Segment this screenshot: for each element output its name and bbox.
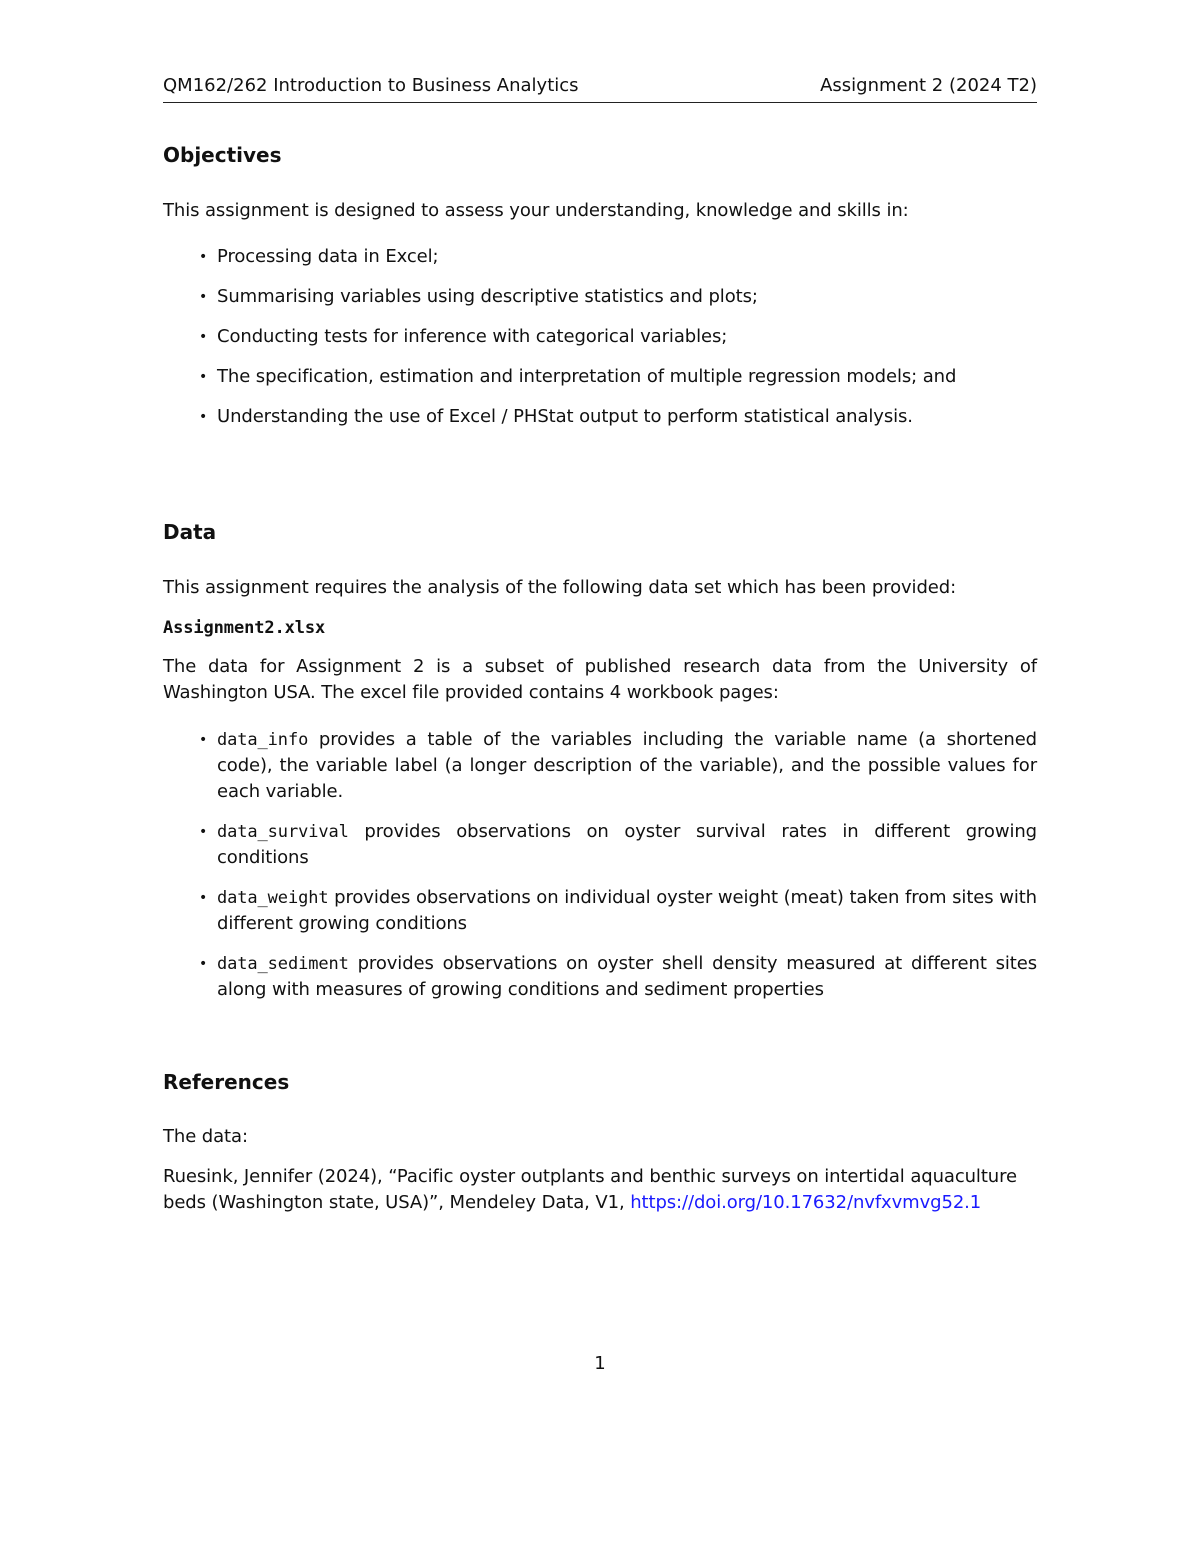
sheet-name: data_weight: [217, 888, 329, 908]
data-section: [163, 575, 1037, 601]
data-description: The data for Assignment 2 is a subset of published research data from the University of Washington USA. The excel file provided contains 4 workbook pages:: [163, 656, 1037, 703]
document-page: [163, 0, 1037, 1553]
objectives-section: [163, 198, 1037, 224]
bullet-icon: •: [199, 732, 208, 748]
bullet-icon: •: [199, 329, 208, 345]
sheet-name: data_survival: [217, 822, 349, 842]
doi-link[interactable]: https://doi.org/10.17632/nvfxvmvg52.1: [630, 1192, 982, 1213]
page-number: 1: [594, 1353, 606, 1374]
header-course-title: QM162/262 Introduction to Business Analytics: [163, 75, 579, 96]
citation: [163, 1164, 1037, 1216]
citation-text: Ruesink, Jennifer (2024), “Pacific oyster outplants and benthic surveys on intertidal aquaculture beds (Washington state, USA)”, Mendeley Data, V1,: [163, 1166, 1017, 1213]
running-header: [163, 74, 1037, 103]
objective-text: Conducting tests for inference with categorical variables;: [217, 326, 728, 347]
list-item: [163, 364, 1037, 404]
references-heading: References: [163, 1070, 290, 1094]
list-item: [163, 244, 1037, 284]
bullet-icon: •: [199, 824, 208, 840]
objectives-intro: This assignment is designed to assess your understanding, knowledge and skills in:: [163, 200, 909, 221]
data-intro: This assignment requires the analysis of the following data set which has been provided:: [163, 577, 957, 598]
objective-text: The specification, estimation and interpretation of multiple regression models; and: [217, 366, 957, 387]
objective-text: Summarising variables using descriptive statistics and plots;: [217, 286, 758, 307]
list-item: [163, 727, 1037, 805]
bullet-icon: •: [199, 289, 208, 305]
filename-block: [163, 615, 1037, 641]
sheet-description: provides observations on individual oyster weight (meat) taken from sites with different growing conditions: [217, 887, 1037, 934]
bullet-icon: •: [199, 956, 208, 972]
data-heading: Data: [163, 520, 217, 544]
bullet-icon: •: [199, 409, 208, 425]
sheet-description: provides observations on oyster shell density measured at different sites along with measures of growing conditions and sediment properties: [217, 953, 1037, 1000]
list-item: [163, 324, 1037, 364]
data-description-block: [163, 654, 1037, 706]
header-assignment-label: Assignment 2 (2024 T2): [820, 75, 1037, 96]
objectives-list: [163, 244, 1037, 444]
objectives-heading: Objectives: [163, 143, 282, 167]
sheet-description: provides a table of the variables including the variable name (a shortened code), the variable label (a longer description of the variable), and the possible values for each variable.: [217, 729, 1037, 802]
list-item: [163, 819, 1037, 871]
list-item: [163, 284, 1037, 324]
bullet-icon: •: [199, 369, 208, 385]
sheets-list-container: [163, 727, 1037, 1017]
bullet-icon: •: [199, 890, 208, 906]
references-section: [163, 1124, 1037, 1150]
sheet-description: provides observations on oyster survival rates in different growing conditions: [217, 821, 1037, 868]
list-item: [163, 885, 1037, 937]
objective-text: Understanding the use of Excel / PHStat output to perform statistical analysis.: [217, 406, 913, 427]
data-filename: Assignment2.xlsx: [163, 618, 326, 638]
citation-block: [163, 1164, 1037, 1216]
list-item: [163, 404, 1037, 444]
references-label: The data:: [163, 1126, 248, 1147]
objective-text: Processing data in Excel;: [217, 246, 439, 267]
sheets-list: [163, 727, 1037, 1003]
objectives-list-container: [163, 244, 1037, 444]
list-item: [163, 951, 1037, 1003]
sheet-name: data_info: [217, 730, 309, 750]
sheet-name: data_sediment: [217, 954, 349, 974]
bullet-icon: •: [199, 249, 208, 265]
